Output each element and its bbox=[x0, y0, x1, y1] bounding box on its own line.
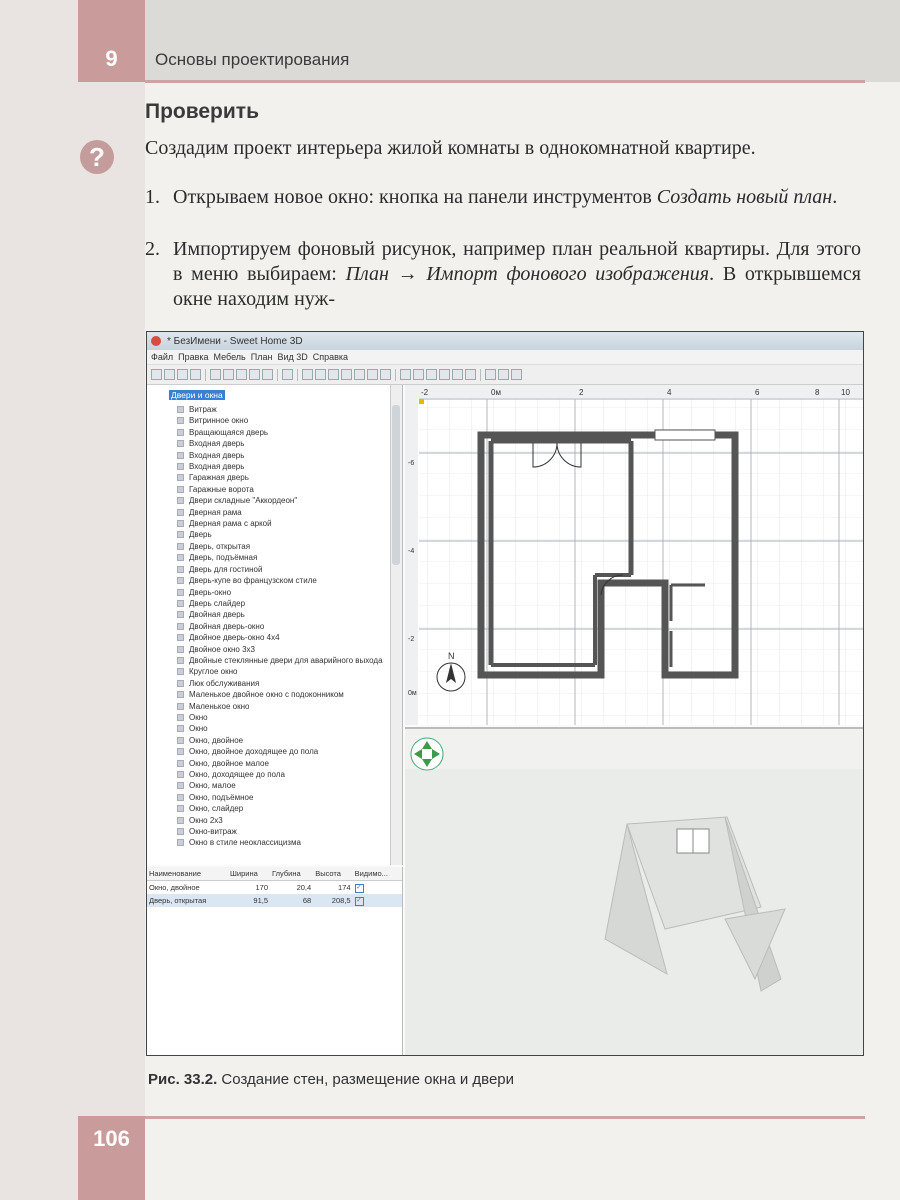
ruler-label: -6 bbox=[408, 460, 415, 467]
catalog-scrollbar[interactable] bbox=[390, 385, 402, 865]
footer-rule bbox=[145, 1116, 865, 1119]
catalog-item[interactable]: Дверная рама с аркой bbox=[177, 518, 402, 529]
chapter-title: Основы проектирования bbox=[155, 50, 350, 69]
catalog-item[interactable]: Окно, малое bbox=[177, 780, 402, 791]
pan-hand-icon[interactable] bbox=[315, 369, 326, 380]
catalog-item[interactable]: Дверная рама bbox=[177, 507, 402, 518]
select-arrow-icon[interactable] bbox=[302, 369, 313, 380]
catalog-item[interactable]: Дверь, открытая bbox=[177, 541, 402, 552]
col-name[interactable]: Наименование bbox=[147, 867, 228, 881]
italic-text-icon[interactable] bbox=[439, 369, 450, 380]
menu-bar bbox=[147, 350, 863, 365]
3d-render bbox=[405, 729, 864, 1056]
create-walls-icon[interactable] bbox=[328, 369, 339, 380]
plan-view[interactable] bbox=[405, 385, 864, 725]
cell-height: 174 bbox=[338, 883, 351, 892]
cell-visible bbox=[353, 881, 402, 895]
paste-icon[interactable] bbox=[262, 369, 273, 380]
catalog-item[interactable]: Дверь-окно bbox=[177, 587, 402, 598]
catalog-item[interactable]: Окно bbox=[177, 723, 402, 734]
ruler-label: -2 bbox=[408, 636, 415, 643]
window-titlebar bbox=[147, 332, 863, 350]
col-width[interactable]: Ширина bbox=[228, 867, 270, 881]
ruler-label: 10 bbox=[841, 388, 850, 397]
create-rooms-icon[interactable] bbox=[341, 369, 352, 380]
cell-visible bbox=[353, 894, 402, 907]
toolbar-separator bbox=[277, 369, 278, 381]
ruler-label: 2 bbox=[579, 388, 584, 397]
app-screenshot bbox=[146, 331, 864, 1056]
catalog-item[interactable]: Двойное дверь-окно 4x4 bbox=[177, 632, 402, 643]
open-icon[interactable] bbox=[164, 369, 175, 380]
catalog-item[interactable]: Входная дверь bbox=[177, 438, 402, 449]
catalog-item[interactable]: Входная дверь bbox=[177, 461, 402, 472]
catalog-item[interactable]: Окно, двойное малое bbox=[177, 758, 402, 769]
create-polylines-icon[interactable] bbox=[354, 369, 365, 380]
catalog-item[interactable]: Входная дверь bbox=[177, 450, 402, 461]
catalog-item[interactable]: Двойное окно 3x3 bbox=[177, 644, 402, 655]
catalog-item[interactable]: Двойные стеклянные двери для аварийного выхода bbox=[177, 655, 402, 666]
menu-help[interactable]: Справка bbox=[312, 352, 349, 362]
cell-width: 91,5 bbox=[228, 894, 270, 907]
copy-icon[interactable] bbox=[249, 369, 260, 380]
floor-plan-drawing bbox=[405, 385, 864, 725]
catalog-item[interactable]: Витраж bbox=[177, 404, 402, 415]
ruler-label: 6 bbox=[755, 388, 760, 397]
catalog-item[interactable]: Окно в стиле неоклассицизма bbox=[177, 837, 402, 848]
visible-checkbox[interactable]: ✓ bbox=[356, 897, 362, 904]
cell-height: 208,5 bbox=[313, 894, 352, 907]
toolbar-separator bbox=[480, 369, 481, 381]
catalog-item[interactable]: Окно bbox=[177, 712, 402, 723]
increase-text-icon[interactable] bbox=[400, 369, 411, 380]
step-number: 1. bbox=[145, 186, 160, 208]
toolbar-separator bbox=[395, 369, 396, 381]
new-plan-icon[interactable] bbox=[151, 369, 162, 380]
cell-depth: 20,4 bbox=[296, 883, 312, 892]
catalog-item[interactable]: Маленькое двойное окно с подоконником bbox=[177, 689, 402, 700]
step-number: 2. bbox=[145, 238, 160, 260]
step-1 bbox=[145, 185, 861, 210]
redo-icon[interactable] bbox=[223, 369, 234, 380]
question-icon: ? bbox=[80, 140, 114, 174]
add-text-icon[interactable] bbox=[380, 369, 391, 380]
toolbar-separator bbox=[205, 369, 206, 381]
page-margin-band bbox=[0, 0, 145, 1200]
chapter-number: 9 bbox=[78, 0, 145, 82]
catalog-item[interactable]: Вращающаяся дверь bbox=[177, 427, 402, 438]
col-visible[interactable]: Видимо... bbox=[353, 867, 402, 881]
intro-paragraph: Создадим проект интерьера жилой комнаты в однокомнатной квартире. bbox=[145, 137, 756, 159]
catalog-item[interactable]: Дверь слайдер bbox=[177, 598, 402, 609]
catalog-item[interactable]: Дверь-купе во французском стиле bbox=[177, 575, 402, 586]
ruler-label: -2 bbox=[421, 388, 429, 397]
zoom-in-icon[interactable] bbox=[452, 369, 463, 380]
catalog-item[interactable]: Дверь для гостиной bbox=[177, 564, 402, 575]
navigation-arrows-icon bbox=[411, 738, 443, 770]
catalog-item[interactable]: Витринное окно bbox=[177, 415, 402, 426]
catalog-item[interactable]: Двери складные "Аккордеон" bbox=[177, 495, 402, 506]
catalog-item[interactable]: Окно, двойное доходящее до пола bbox=[177, 746, 402, 757]
table-row[interactable] bbox=[147, 894, 402, 907]
catalog-item[interactable]: Дверь, подъёмная bbox=[177, 552, 402, 563]
catalog-item[interactable]: Люк обслуживания bbox=[177, 678, 402, 689]
svg-text:N: N bbox=[448, 651, 455, 661]
toolbar-separator bbox=[297, 369, 298, 381]
catalog-item[interactable]: Окно, доходящее до пола bbox=[177, 769, 402, 780]
create-photo-icon[interactable] bbox=[485, 369, 496, 380]
catalog-item[interactable]: Двойная дверь-окно bbox=[177, 621, 402, 632]
catalog-item[interactable]: Окно-витраж bbox=[177, 826, 402, 837]
catalog-item[interactable]: Гаражные ворота bbox=[177, 484, 402, 495]
furniture-list-panel bbox=[147, 867, 403, 1056]
cell-depth: 68 bbox=[270, 894, 313, 907]
furniture-table bbox=[147, 867, 402, 907]
step-term: План → Импорт фонового изображения bbox=[345, 263, 710, 285]
catalog-item[interactable]: Окно, двойное bbox=[177, 735, 402, 746]
window-symbol bbox=[655, 430, 715, 440]
table-row[interactable] bbox=[147, 881, 402, 895]
step-2 bbox=[145, 237, 861, 312]
menu-file[interactable]: Файл bbox=[151, 352, 174, 362]
figure-label: Рис. 33.2. bbox=[148, 1071, 218, 1088]
cell-name: Окно, двойное bbox=[149, 883, 200, 892]
catalog-list bbox=[147, 404, 402, 849]
help-info-icon[interactable] bbox=[511, 369, 522, 380]
create-video-icon[interactable] bbox=[498, 369, 509, 380]
catalog-item[interactable]: Маленькое окно bbox=[177, 701, 402, 712]
toolbar bbox=[147, 365, 863, 385]
furniture-catalog bbox=[147, 385, 403, 865]
menu-furniture[interactable]: Мебель bbox=[213, 352, 246, 362]
table-header-row bbox=[147, 867, 402, 881]
3d-view[interactable] bbox=[405, 727, 864, 1056]
decrease-text-icon[interactable] bbox=[413, 369, 424, 380]
step-text: Импортируем фоновый рисунок, например план реальной квартиры. Для этого в меню выбираем: План → Импорт фонового изображения. В открывшемся окне находим нуж- bbox=[173, 238, 861, 310]
catalog-item[interactable]: Двойная дверь bbox=[177, 609, 402, 620]
catalog-item[interactable]: Окно 2x3 bbox=[177, 815, 402, 826]
catalog-item[interactable]: Гаражная дверь bbox=[177, 472, 402, 483]
undo-icon[interactable] bbox=[210, 369, 221, 380]
ruler-label: -4 bbox=[408, 548, 415, 555]
create-dimensions-icon[interactable] bbox=[367, 369, 378, 380]
header-rule bbox=[145, 80, 865, 83]
col-height[interactable]: Высота bbox=[313, 867, 352, 881]
save-icon[interactable] bbox=[177, 369, 188, 380]
figure-caption bbox=[148, 1071, 514, 1088]
scissors-icon[interactable] bbox=[236, 369, 247, 380]
bold-text-icon[interactable] bbox=[426, 369, 437, 380]
ruler-label: 4 bbox=[667, 388, 672, 397]
cell-width: 170 bbox=[255, 883, 269, 892]
ruler-label: 0м bbox=[491, 388, 501, 397]
cell-name: Дверь, открытая bbox=[147, 894, 228, 907]
catalog-item[interactable]: Круглое окно bbox=[177, 666, 402, 677]
figure-caption-text: Создание стен, размещение окна и двери bbox=[217, 1071, 515, 1088]
step-term: Создать новый план bbox=[656, 186, 833, 208]
menu-3dview[interactable]: Вид 3D bbox=[277, 352, 308, 362]
add-furniture-icon[interactable] bbox=[282, 369, 293, 380]
zoom-out-icon[interactable] bbox=[465, 369, 476, 380]
menu-edit[interactable]: Правка bbox=[178, 352, 209, 362]
catalog-item[interactable]: Окно, подъёмное bbox=[177, 792, 402, 803]
step-text: Открываем новое окно: кнопка на панели инструментов Создать новый план. bbox=[173, 186, 838, 208]
window-title: * БезИмени - Sweet Home 3D bbox=[167, 335, 303, 347]
ruler-label: 8 bbox=[815, 388, 820, 397]
cut-icon[interactable] bbox=[190, 369, 201, 380]
visible-checkbox[interactable]: ✓ bbox=[356, 884, 362, 891]
page-number: 106 bbox=[78, 1116, 145, 1200]
section-heading: Проверить bbox=[145, 100, 259, 123]
catalog-item[interactable]: Окно, слайдер bbox=[177, 803, 402, 814]
catalog-category-doors-windows[interactable]: Двери и окна bbox=[171, 390, 223, 400]
catalog-item[interactable]: Дверь bbox=[177, 529, 402, 540]
menu-plan[interactable]: План bbox=[250, 352, 273, 362]
ruler-label: 0м bbox=[408, 690, 417, 697]
app-icon bbox=[151, 336, 161, 346]
scrollbar-thumb[interactable] bbox=[392, 405, 400, 565]
col-depth[interactable]: Глубина bbox=[270, 867, 313, 881]
